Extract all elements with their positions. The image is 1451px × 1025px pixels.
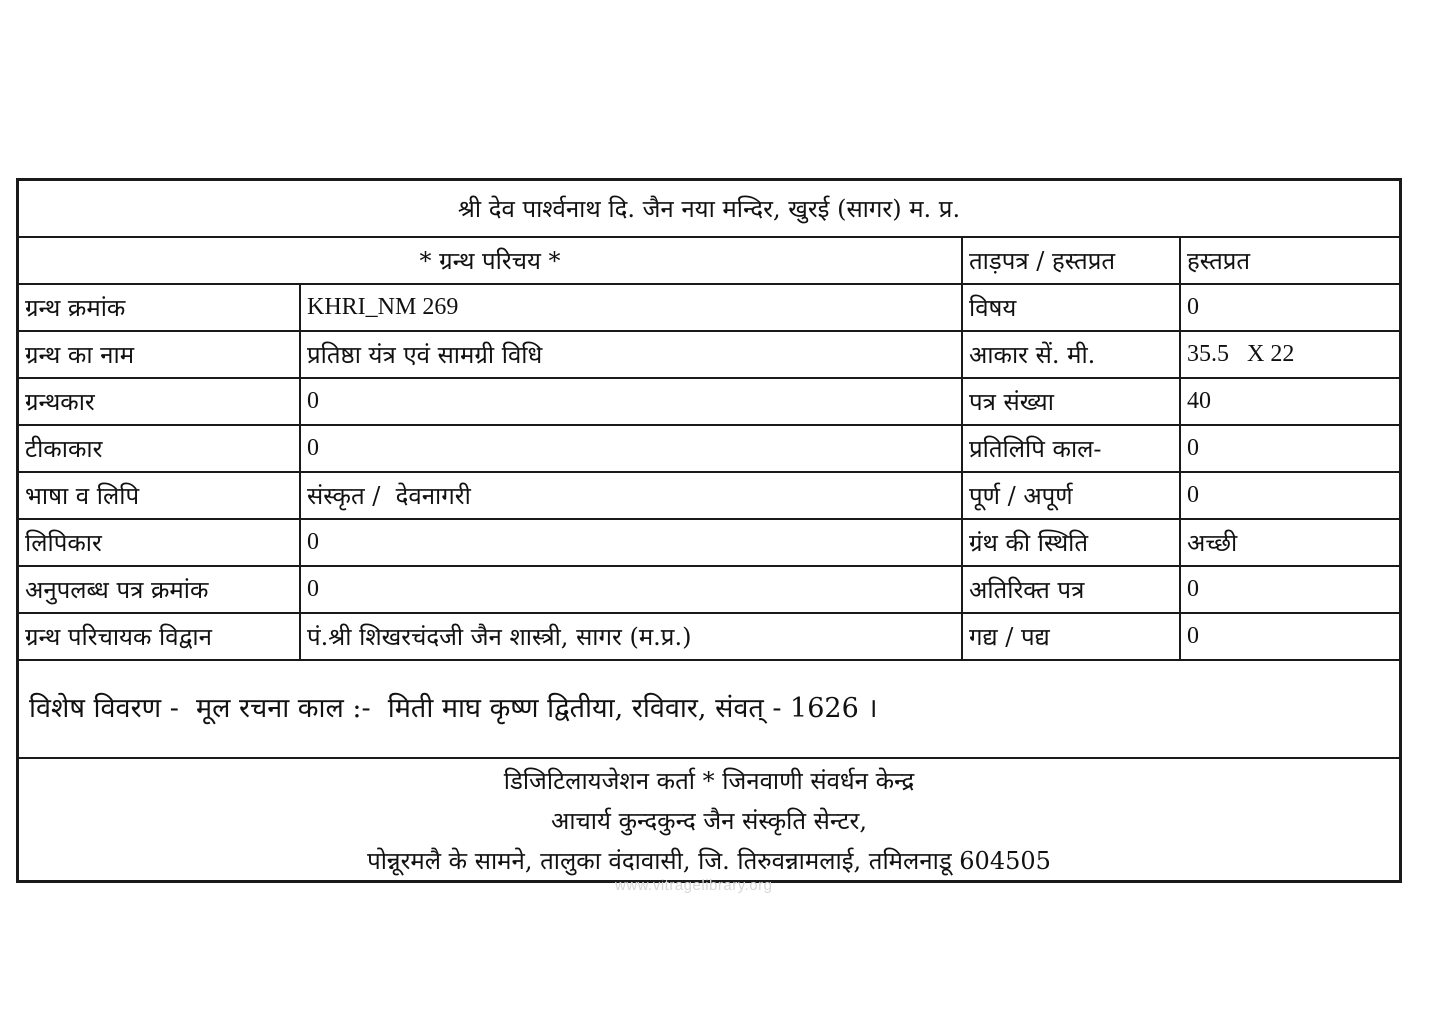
table-row [19, 519, 1399, 566]
field-label: ग्रंथ की स्थिति [962, 519, 1180, 566]
field-label: ग्रन्थकार [19, 378, 300, 425]
table-row [19, 331, 1399, 378]
manuscript-info-table [19, 181, 1399, 661]
medium-value: हस्तप्रत [1180, 237, 1399, 284]
table-row [19, 472, 1399, 519]
field-label: ग्रन्थ क्रमांक [19, 284, 300, 331]
table-row [19, 425, 1399, 472]
temple-title: श्री देव पार्श्वनाथ दि. जैन नया मन्दिर, खुरई (सागर) म. प्र. [19, 181, 1399, 237]
field-value: 0 [300, 519, 962, 566]
field-label: भाषा व लिपि [19, 472, 300, 519]
footer-line-3: पोन्नूरमलै के सामने, तालुका वंदावासी, जि. तिरुवन्नामलाई, तमिलनाडू 604505 [367, 847, 1051, 875]
field-value: 0 [300, 378, 962, 425]
field-value: प्रतिष्ठा यंत्र एवं सामग्री विधि [300, 331, 962, 378]
field-value: 0 [1180, 613, 1399, 660]
field-label: आकार सें. मी. [962, 331, 1180, 378]
field-value: KHRI_NM 269 [300, 284, 962, 331]
title-row [19, 181, 1399, 237]
manuscript-info-card [16, 178, 1402, 883]
field-label: पत्र संख्या [962, 378, 1180, 425]
footer-line-1: डिजिटिलायजेशन कर्ता * जिनवाणी संवर्धन केन्द्र [503, 767, 915, 795]
field-value: पं.श्री शिखरचंदजी जैन शास्त्री, सागर (म.प्र.) [300, 613, 962, 660]
field-value: 35.5 X 22 [1180, 331, 1399, 378]
field-value: 0 [1180, 472, 1399, 519]
field-label: ग्रन्थ का नाम [19, 331, 300, 378]
field-label: अनुपलब्ध पत्र क्रमांक [19, 566, 300, 613]
table-row [19, 613, 1399, 660]
watermark: www.vitragelibrary.org [615, 877, 773, 894]
field-value: 0 [1180, 284, 1399, 331]
special-note [19, 666, 1399, 759]
field-label: लिपिकार [19, 519, 300, 566]
field-label: प्रतिलिपि काल- [962, 425, 1180, 472]
digitization-footer [19, 761, 1399, 880]
field-value: 0 [300, 425, 962, 472]
table-row [19, 284, 1399, 331]
field-value: 0 [1180, 566, 1399, 613]
medium-label: ताड़पत्र / हस्तप्रत [962, 237, 1180, 284]
field-label: पूर्ण / अपूर्ण [962, 472, 1180, 519]
field-value: संस्कृत / देवनागरी [300, 472, 962, 519]
footer-line-2: आचार्य कुन्दकुन्द जैन संस्कृति सेन्टर, [551, 807, 867, 835]
field-value: 0 [300, 566, 962, 613]
field-value: 0 [1180, 425, 1399, 472]
field-value: 40 [1180, 378, 1399, 425]
field-label: अतिरिक्त पत्र [962, 566, 1180, 613]
intro-heading: * ग्रन्थ परिचय * [19, 237, 962, 284]
intro-row [19, 237, 1399, 284]
field-value: अच्छी [1180, 519, 1399, 566]
table-row [19, 378, 1399, 425]
field-label: टीकाकार [19, 425, 300, 472]
field-label: विषय [962, 284, 1180, 331]
special-note-text: विशेष विवरण - मूल रचना काल :- मिती माघ कृष्ण द्वितीया, रविवार, संवत् - 1626 । [29, 693, 878, 724]
table-row [19, 566, 1399, 613]
field-label: गद्य / पद्य [962, 613, 1180, 660]
field-label: ग्रन्थ परिचायक विद्वान [19, 613, 300, 660]
